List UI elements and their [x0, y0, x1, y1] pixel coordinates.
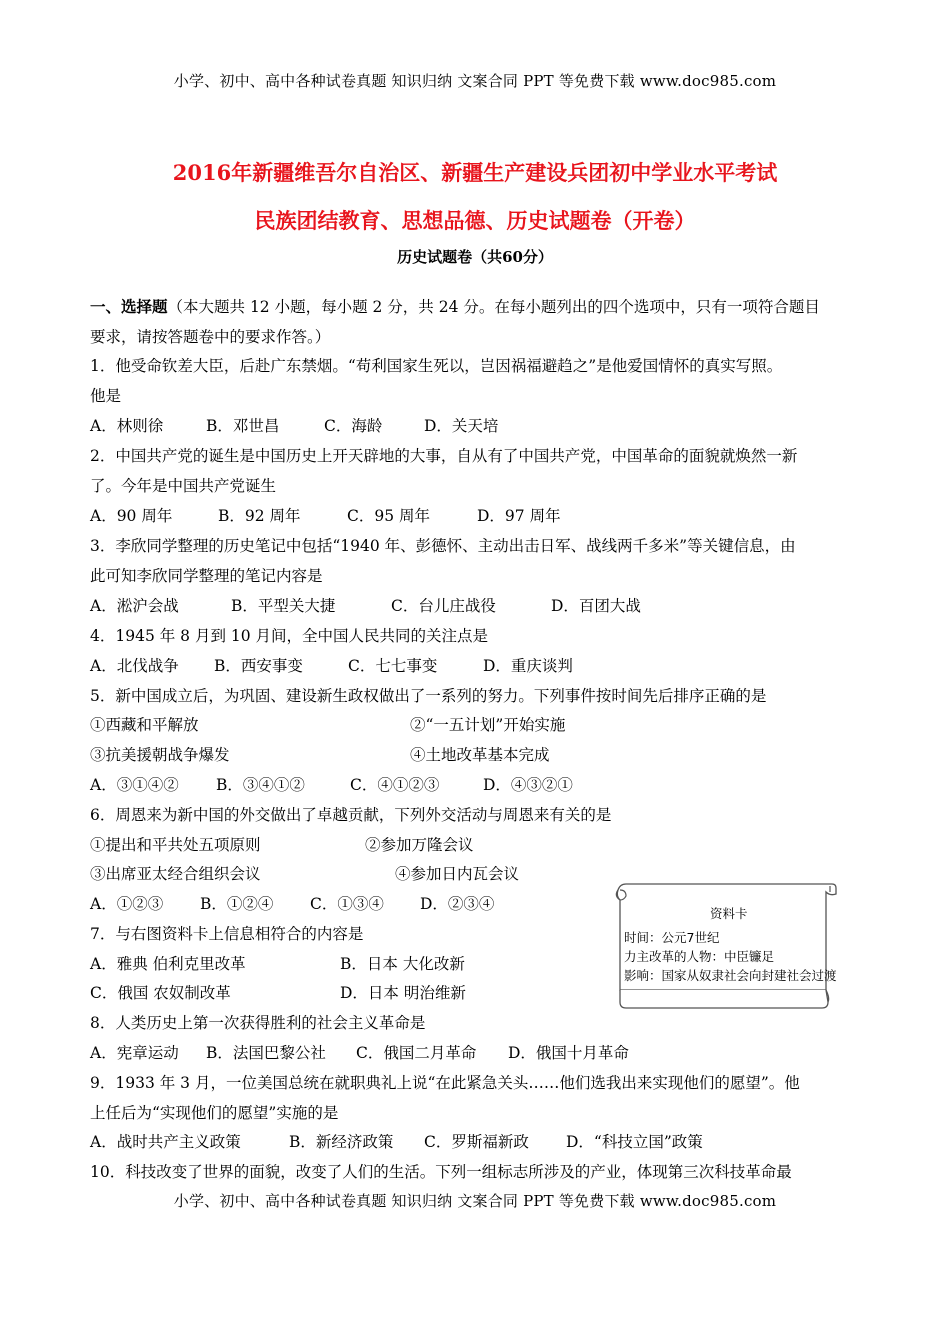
- option-d: D．俄国十月革命: [508, 1044, 629, 1062]
- card-title: 资料卡: [710, 906, 748, 921]
- option-c: C．俄国 农奴制改革: [90, 984, 231, 1002]
- question-6-items-row1: [90, 835, 865, 855]
- option-b: B．平型关大捷: [231, 597, 336, 615]
- question-9-stem: 9．1933 年 3 月，一位美国总统在就职典礼上说“在此紧急关头……他们选我出来实现他们的愿望”。他: [90, 1074, 800, 1092]
- option-a: A．战时共产主义政策: [90, 1133, 241, 1151]
- option-b: B．法国巴黎公社: [206, 1044, 326, 1062]
- question-6-stem: 6．周恩来为新中国的外交做出了卓越贡献，下列外交活动与周恩来有关的是: [90, 806, 612, 824]
- item-4: ④参加日内瓦会议: [395, 865, 520, 883]
- exam-title-line2: 民族团结教育、思想品德、历史试题卷（开卷）: [254, 208, 696, 233]
- data-card-scroll: [604, 878, 838, 1010]
- item-2: ②“一五计划”开始实施: [410, 716, 566, 734]
- option-c: C．七七事变: [348, 657, 438, 675]
- question-3-stem-line2: 此可知李欣同学整理的笔记内容是: [90, 567, 323, 585]
- question-5-stem: 5．新中国成立后，为巩固、建设新生政权做出了一系列的努力。下列事件按时间先后排序正确的是: [90, 687, 767, 705]
- question-8-stem: 8．人类历史上第一次获得胜利的社会主义革命是: [90, 1014, 426, 1032]
- option-b: B．①②④: [200, 895, 274, 913]
- option-c: C．④①②③: [350, 776, 440, 794]
- item-3: ③抗美援朝战争爆发: [90, 746, 230, 764]
- option-a: A．淞沪会战: [90, 597, 179, 615]
- page-header: 小学、初中、高中各种试卷真题 知识归纳 文案合同 PPT 等免费下载 www.doc985.com: [173, 72, 777, 90]
- option-b: B．邓世昌: [206, 417, 280, 435]
- paper-subtitle: 历史试题卷（共60分）: [397, 248, 553, 266]
- question-7-stem: 7．与右图资料卡上信息相符合的内容是: [90, 925, 364, 943]
- option-c: C．海龄: [324, 417, 383, 435]
- question-2-stem-line2: 了。今年是中国共产党诞生: [90, 477, 277, 495]
- card-time: 时间：公元7世纪: [624, 930, 720, 945]
- question-10-stem: 10．科技改变了世界的面貌，改变了人们的生活。下列一组标志所涉及的产业，体现第三次科技革命最: [90, 1163, 792, 1181]
- option-b: B．③④①②: [216, 776, 305, 794]
- option-c: C．罗斯福新政: [424, 1133, 529, 1151]
- option-d: D．97 周年: [477, 507, 561, 525]
- question-1-stem-line2: 他是: [90, 387, 122, 405]
- option-b: B．日本 大化改新: [340, 955, 465, 973]
- item-1: ①西藏和平解放: [90, 716, 199, 734]
- card-impact: 影响：国家从奴隶社会向封建社会过渡: [624, 968, 837, 983]
- item-3: ③出席亚太经合组织会议: [90, 865, 261, 883]
- option-d: D．②③④: [420, 895, 495, 913]
- section-instructions: [90, 297, 865, 317]
- option-d: D．重庆谈判: [483, 657, 573, 675]
- option-d: D．关天培: [424, 417, 499, 435]
- option-c: C．俄国二月革命: [356, 1044, 477, 1062]
- option-b: B．西安事变: [214, 657, 303, 675]
- option-a: A．①②③: [90, 895, 164, 913]
- option-d: D．百团大战: [551, 597, 641, 615]
- option-c: C．95 周年: [347, 507, 431, 525]
- option-a: A．林则徐: [90, 417, 164, 435]
- question-9-stem-line2: 上任后为“实现他们的愿望”实施的是: [90, 1104, 339, 1122]
- option-c: C．①③④: [310, 895, 384, 913]
- question-2-stem: 2．中国共产党的诞生是中国历史上开天辟地的大事，自从有了中国共产党，中国革命的面貌就焕然一新: [90, 447, 798, 465]
- section-desc: （本大题共 12 小题，每小题 2 分，共 24 分。在每小题列出的四个选项中，只有一项符合题目: [167, 298, 820, 316]
- option-d: D．日本 明治维新: [340, 984, 466, 1002]
- section-desc-line2: 要求，请按答题卷中的要求作答。）: [90, 328, 331, 346]
- question-5-items-row1: [90, 715, 865, 735]
- option-a: A．宪章运动: [90, 1044, 179, 1062]
- option-c: C．台儿庄战役: [391, 597, 496, 615]
- item-1: ①提出和平共处五项原则: [90, 836, 261, 854]
- item-4: ④土地改革基本完成: [410, 746, 550, 764]
- option-a: A．90 周年: [90, 507, 173, 525]
- item-2: ②参加万隆会议: [365, 836, 474, 854]
- option-d: D．④③②①: [483, 776, 573, 794]
- card-person: 力主改革的人物：中臣镰足: [624, 949, 775, 964]
- option-b: B．92 周年: [218, 507, 301, 525]
- question-1-stem: 1．他受命钦差大臣，后赴广东禁烟。“苟利国家生死以，岂因祸福避趋之”是他爱国情怀的真实写照。: [90, 357, 783, 375]
- option-d: D．“科技立国”政策: [566, 1133, 703, 1151]
- section-label: 一、选择题: [90, 297, 168, 316]
- question-3-stem: 3．李欣同学整理的历史笔记中包括“1940 年、彭德怀、主动出击日军、战线两千多米”等关键信息，由: [90, 537, 796, 555]
- question-5-items-row2: [90, 745, 865, 765]
- option-a: A．③①④②: [90, 776, 179, 794]
- option-a: A．北伐战争: [90, 657, 179, 675]
- option-a: A．雅典 伯利克里改革: [90, 955, 246, 973]
- exam-title-line1: 2016年新疆维吾尔自治区、新疆生产建设兵团初中学业水平考试: [172, 160, 778, 185]
- question-4-stem: 4．1945 年 8 月到 10 月间，全中国人民共同的关注点是: [90, 627, 489, 645]
- page-footer: 小学、初中、高中各种试卷真题 知识归纳 文案合同 PPT 等免费下载 www.doc985.com: [173, 1192, 777, 1210]
- option-b: B．新经济政策: [289, 1133, 394, 1151]
